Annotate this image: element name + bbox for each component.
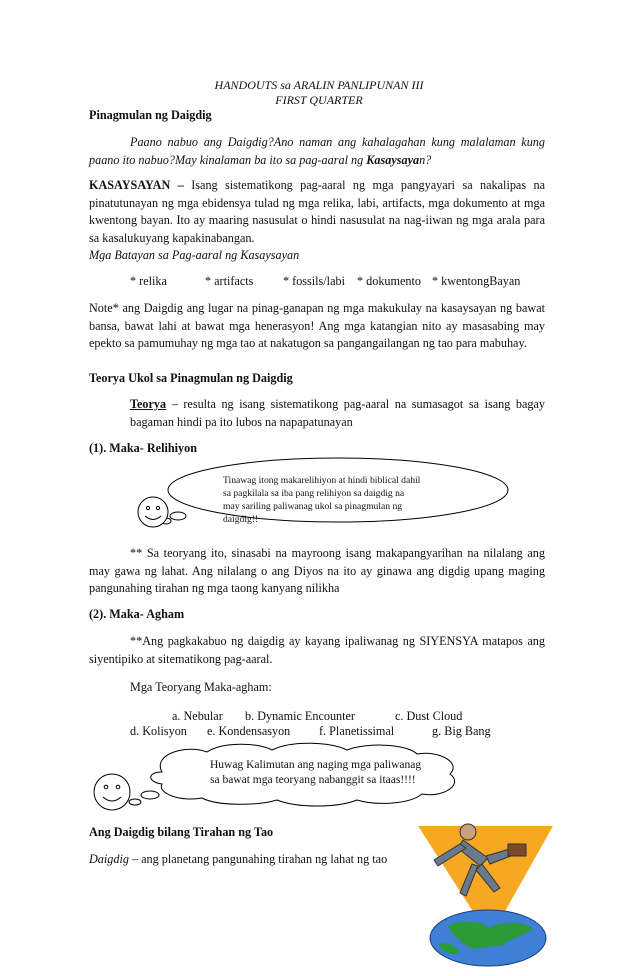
agham-paragraph: **Ang pagkakabuo ng daigdig ay kayang ipaliwanag ng SIYENSYA matapos ang siyentipiko at sitematikong pag-aaral. <box>89 634 545 666</box>
batayan-item-dokumento: * dokumento <box>357 274 421 288</box>
kasaysayan-definition-text: Isang sistematikong pag-aaral ng mga pangyayari sa nakalipas na pinatutunayan ng mga ebidensya tulad ng mga relika, labi, artifacts, mga dokumento at mga kwentong bayan. Ito ay maaring nasusulat o hindi nasusulat na nag-iiwan ng mga arala para sa kasalukuyang kapakinabangan. <box>89 178 545 245</box>
handout-title-line2: FIRST QUARTER <box>275 93 363 107</box>
daigdig-definition-text: – ang planetang pangunahing tirahan ng lahat ng tao <box>128 852 388 866</box>
agham-bubble-line-1: Huwag Kalimutan ang naging mga paliwanag <box>210 759 422 771</box>
daigdig-definition <box>89 851 419 869</box>
theory-big-bang: g. Big Bang <box>432 724 491 738</box>
agham-bubble-line-2: sa bawat mga teoryang nabanggit sa itaas!!!! <box>210 774 416 786</box>
theory-dynamic-encounter: b. Dynamic Encounter <box>245 709 355 723</box>
smiley-face-icon-2 <box>94 774 130 810</box>
agham-bubble-tail-1 <box>141 791 159 799</box>
batayan-item-relika: * relika <box>130 274 167 288</box>
intro-question-text: Paano nabuo ang Daigdig?Ano naman ang kahalagahan kung malalaman kung paano ito nabuo?May kinalaman ba ito sa pag-aaral ng <box>89 135 545 167</box>
theory-planetissimal: f. Planetissimal <box>319 724 395 738</box>
handout-title-line1: HANDOUTS sa ARALIN PANLIPUNAN III <box>214 78 424 92</box>
batayan-title: Mga Batayan sa Pag-aaral ng Kasaysayan <box>89 248 300 262</box>
smiley-face-icon <box>138 497 168 527</box>
theory-dust-cloud: c. Dust Cloud <box>395 709 463 723</box>
section-title-pinagmulan: Pinagmulan ng Daigdig <box>89 108 212 122</box>
handout-title <box>0 78 638 108</box>
daigdig-term: Daigdig <box>89 852 129 866</box>
batayan-item-kwentong-bayan: * kwentongBayan <box>432 274 521 288</box>
section-title-tirahan: Ang Daigdig bilang Tirahan ng Tao <box>89 825 274 839</box>
relihiyon-bubble-tail-1 <box>170 512 186 520</box>
kasaysayan-emphasis: Kasaysaya <box>366 152 420 167</box>
teorya-definition-text: – resulta ng isang sistematikong pag-aaral na sumasagot sa isang bagay bagaman hindi pa ito lubos na napapatunayan <box>130 397 545 429</box>
globe-icon <box>430 910 546 966</box>
agham-theories-row-2 <box>0 723 638 741</box>
agham-bubble-tail-2 <box>129 799 141 805</box>
relihiyon-bubble-line-2: sa pagkilala sa iba pang relihiyon sa daigdig na <box>223 488 405 499</box>
relihiyon-bubble-line-1: Tinawag itong makarelihiyon at hindi biblical dahil <box>223 475 421 486</box>
theory-kolisyon: d. Kolisyon <box>130 724 187 738</box>
note-paragraph: Note* ang Daigdig ang lugar na pinag-ganapan ng mga makukulay na kasaysayan ng bawat bansa, bawat lahi at bawat mga henerasyon! Ang mga katangian nito ay masasabing may epekto sa pamumuhay ng mga tao at nakatugon sa pangangailangan ng tao para mabuhay. <box>89 301 545 350</box>
batayan-item-artifacts: * artifacts <box>205 274 254 288</box>
theory-nebular: a. Nebular <box>172 709 223 723</box>
agham-bubble-text <box>210 758 470 788</box>
kasaysayan-definition <box>89 177 545 247</box>
teorya-term: Teorya <box>130 397 167 411</box>
relihiyon-bubble-text <box>223 474 463 526</box>
intro-question <box>89 134 545 169</box>
section-title-relihiyon: (1). Maka- Relihiyon <box>89 441 197 455</box>
kasaysayan-dash: – <box>170 178 192 192</box>
batayan-list <box>0 273 638 291</box>
section-title-teorya: Teorya Ukol sa Pinagmulan ng Daigdig <box>89 371 293 385</box>
theory-kondensasyon: e. Kondensasyon <box>207 724 291 738</box>
teorya-definition <box>130 396 545 431</box>
running-man-globe-clipart <box>408 818 558 968</box>
section-title-agham: (2). Maka- Agham <box>89 607 185 621</box>
batayan-item-fossils: * fossils/labi <box>283 274 345 288</box>
agham-list-title: Mga Teoryang Maka-agham: <box>130 680 272 694</box>
relihiyon-bubble-line-4: daigdig!! <box>223 514 259 525</box>
kasaysayan-term: KASAYSAYAN <box>89 178 171 192</box>
relihiyon-bubble-line-3: may sariling paliwanag ukol sa pinagmulan ng <box>223 501 403 512</box>
relihiyon-paragraph: ** Sa teoryang ito, sinasabi na mayroong isang makapangyarihan na nilalang ang may gawa ng lahat. Ang nilalang o ang Diyos na ito ay ginawa ang digdig upang maging pangunahing tirahan ng mga taong kanyang nilikha <box>89 546 545 595</box>
intro-question-end: n? <box>419 152 432 167</box>
